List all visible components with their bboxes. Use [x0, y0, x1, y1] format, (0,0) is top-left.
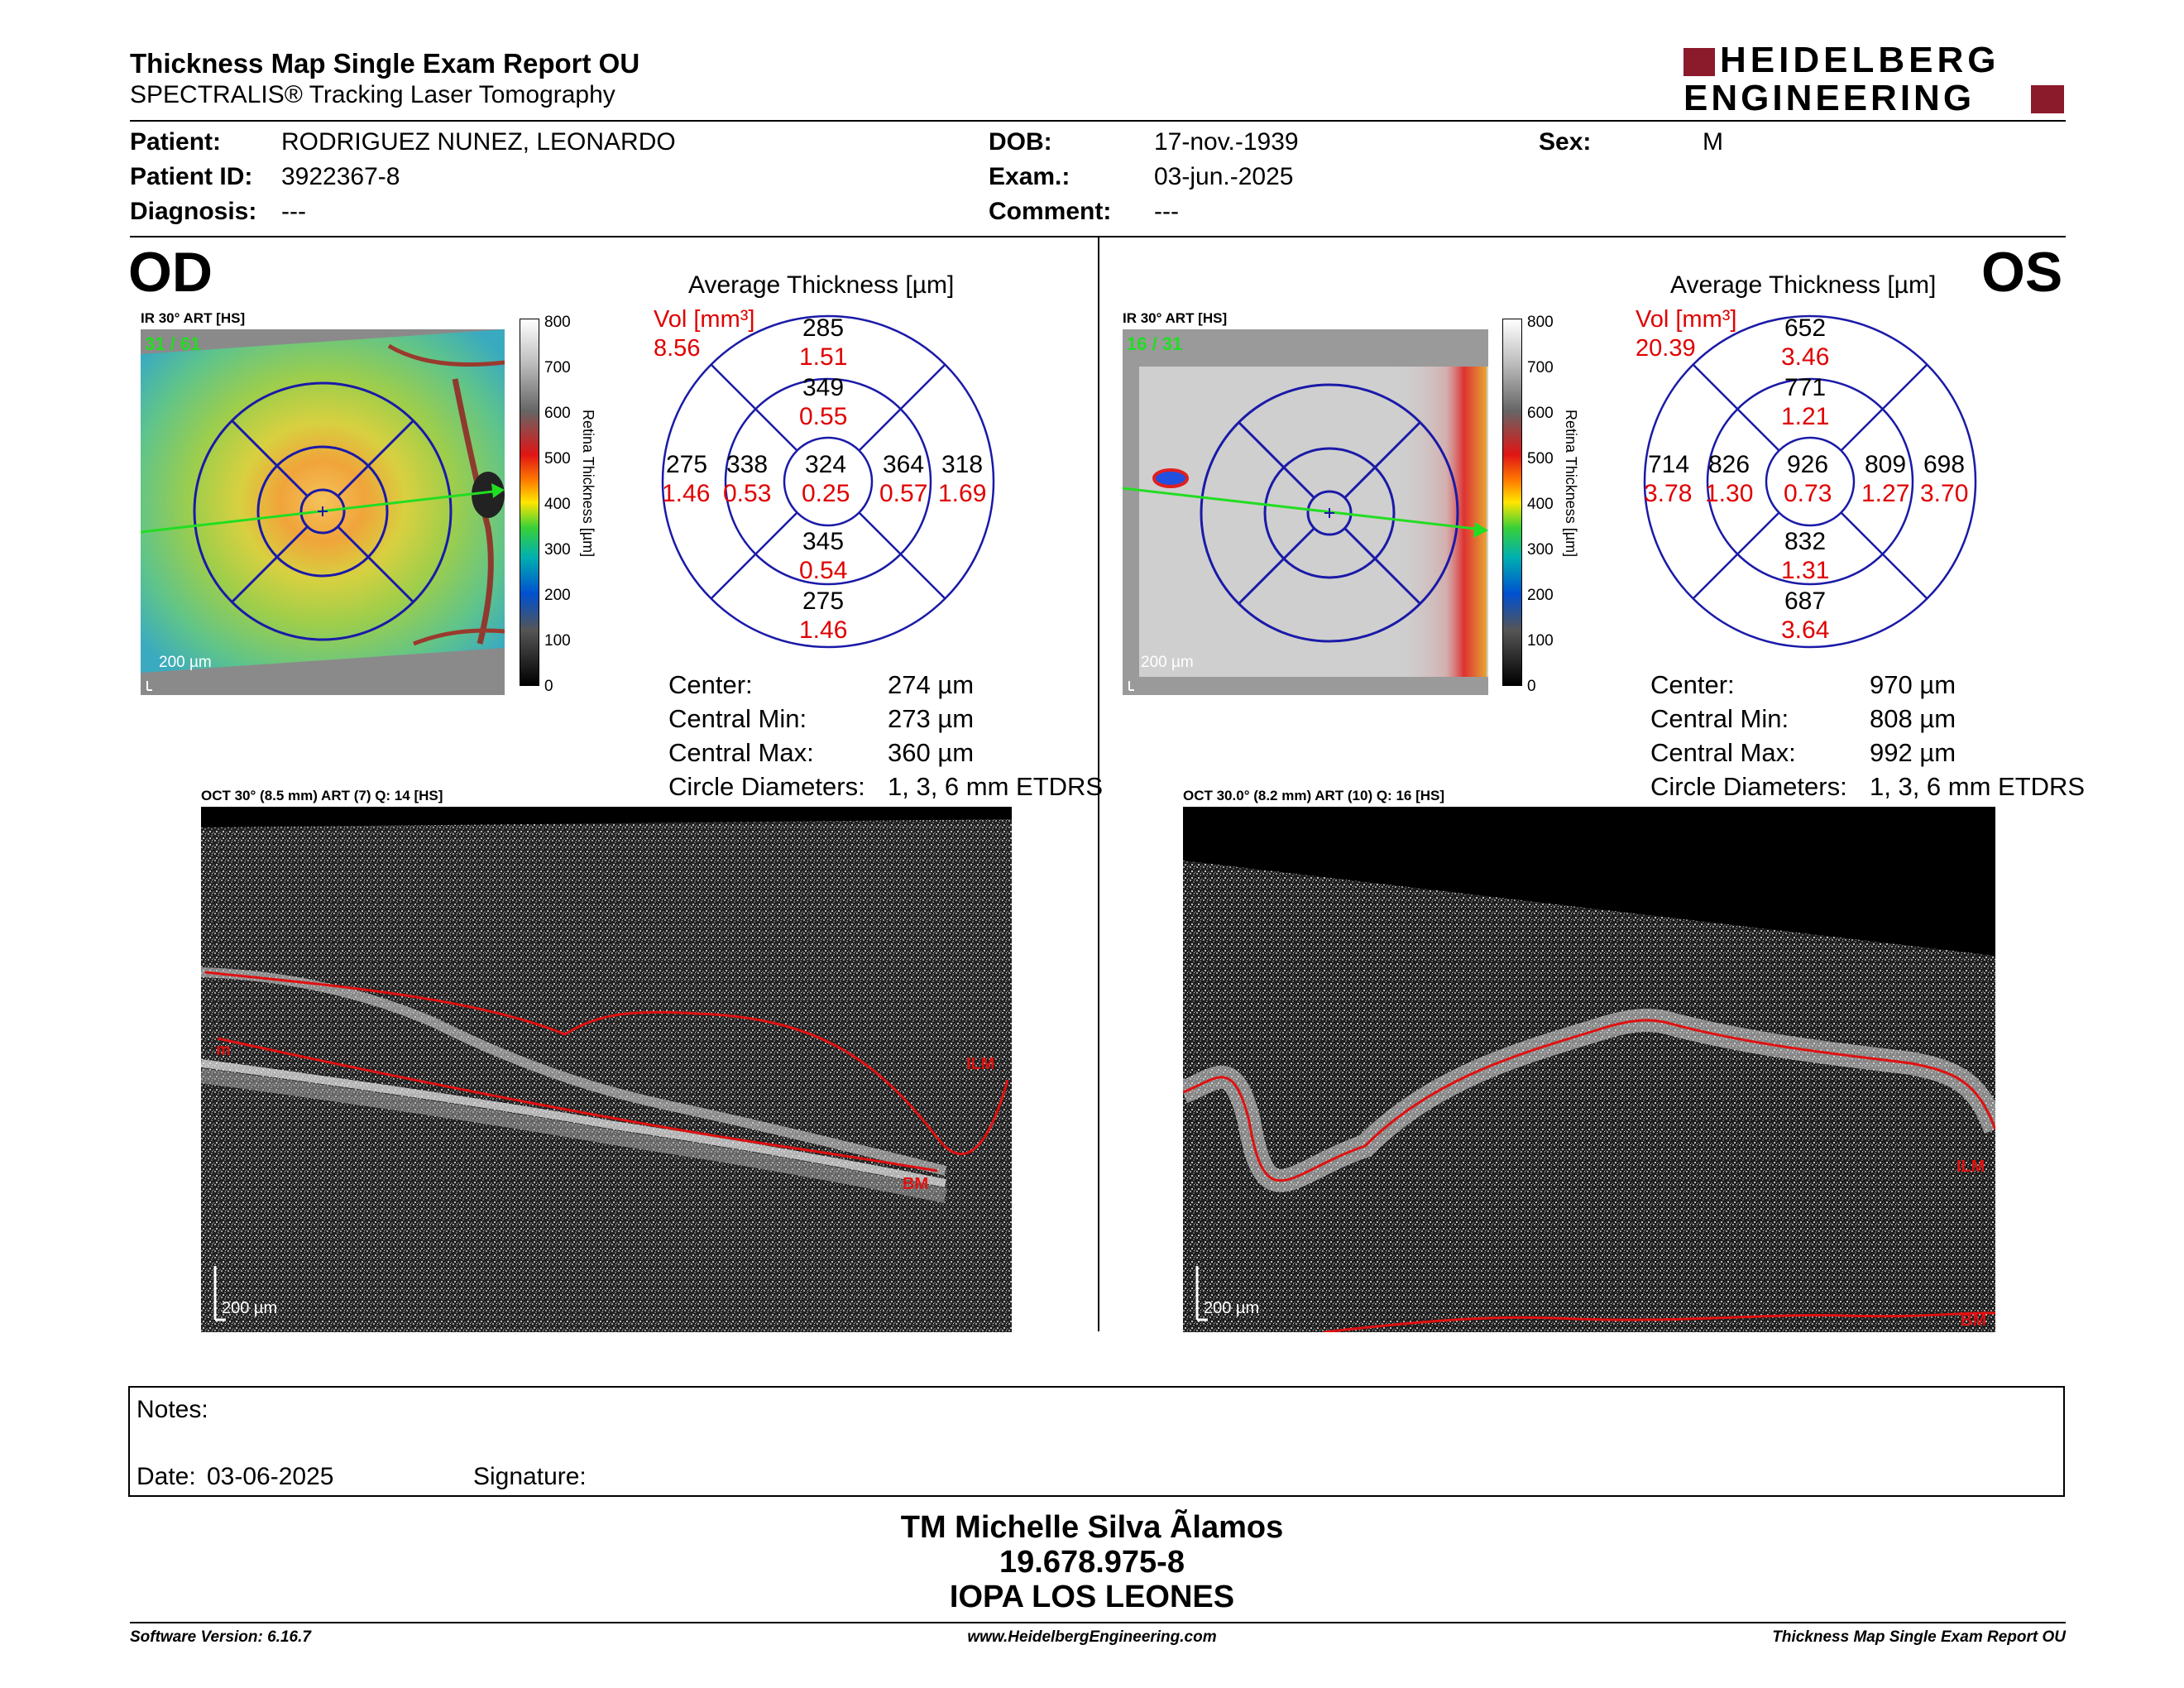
footer-report-name: Thickness Map Single Exam Report OU: [1772, 1628, 2066, 1646]
od-outer-sup-vol: 1.51: [799, 343, 848, 371]
os-outer-temp-vol: 3.78: [1644, 480, 1693, 507]
od-vol-label: Vol [mm³]: [654, 306, 755, 333]
od-inner-temp-vol: 0.53: [723, 480, 772, 507]
os-thickness-map-svg: [1123, 329, 1488, 695]
logo-text-heidelberg: HEIDELBERG: [1720, 40, 2000, 80]
os-vol-value: 20.39: [1636, 335, 1696, 362]
date-label: Date:: [136, 1463, 196, 1490]
od-ilm-label: ILM: [966, 1055, 995, 1073]
os-avg-title: Average Thickness [µm]: [1670, 271, 1937, 299]
os-cmax-value: 992 µm: [1870, 738, 1956, 767]
os-diam-label: Circle Diameters:: [1650, 772, 1847, 801]
od-oct-title: OCT 30° (8.5 mm) ART (7) Q: 14 [HS]: [201, 788, 443, 803]
od-tick-0: 0: [544, 678, 553, 695]
od-outer-sup: 285: [802, 314, 845, 342]
od-outer-temp: 275: [666, 451, 708, 478]
od-outer-nas: 318: [941, 451, 984, 478]
od-tick-700: 700: [544, 359, 571, 376]
os-inner-nas: 809: [1865, 451, 1907, 478]
os-tick-600: 600: [1527, 405, 1554, 422]
os-etdrs-chart: [1627, 269, 1991, 650]
os-eye-label: OS: [1981, 241, 2063, 304]
notes-box: [128, 1386, 2065, 1497]
os-outer-inf: 687: [1784, 587, 1827, 615]
od-center-label: Center:: [668, 670, 753, 699]
os-oct-scan: [1183, 807, 1995, 1332]
os-ilm-label: ILM: [1956, 1158, 1985, 1176]
heidelberg-logo: [1684, 40, 2064, 118]
od-tick-400: 400: [544, 496, 571, 513]
signature-label: Signature:: [473, 1463, 587, 1490]
os-tick-300: 300: [1527, 541, 1554, 559]
od-thickness-map-svg: [141, 329, 505, 695]
od-inner-nas: 364: [883, 451, 925, 478]
comment-label: Comment:: [989, 198, 1112, 225]
logo-square-bottom: [2031, 85, 2064, 113]
os-oct-title: OCT 30.0° (8.2 mm) ART (10) Q: 16 [HS]: [1183, 788, 1445, 803]
os-center-value: 970 µm: [1870, 670, 1956, 699]
os-inner-inf-vol: 1.31: [1781, 557, 1830, 584]
od-diam-value: 1, 3, 6 mm ETDRS: [888, 772, 1104, 801]
os-tick-400: 400: [1527, 496, 1554, 513]
notes-label: Notes:: [136, 1396, 208, 1423]
os-center: 926: [1787, 451, 1829, 478]
od-center: 324: [805, 451, 847, 478]
os-inner-temp: 826: [1708, 451, 1751, 478]
os-vol-label: Vol [mm³]: [1636, 306, 1737, 333]
od-tick-100: 100: [544, 632, 571, 650]
sex-label: Sex:: [1539, 128, 1592, 156]
od-tick-600: 600: [544, 405, 571, 422]
os-outer-sup-vol: 3.46: [1781, 343, 1830, 371]
os-colorbar: [1494, 314, 1579, 695]
od-center-value: 274 µm: [888, 670, 975, 699]
os-tick-200: 200: [1527, 587, 1554, 604]
od-thickness-map: [141, 329, 505, 695]
os-outer-temp: 714: [1648, 451, 1690, 478]
od-center-vol: 0.25: [802, 480, 850, 507]
os-inner-sup: 771: [1784, 374, 1827, 401]
report-title: Thickness Map Single Exam Report OU: [130, 48, 640, 79]
od-tick-300: 300: [544, 541, 571, 559]
od-etdrs-chart: [645, 269, 1009, 650]
exam-label: Exam.:: [989, 163, 1070, 190]
od-tick-500: 500: [544, 450, 571, 468]
dob-value: 17-nov.-1939: [1154, 128, 1299, 156]
os-oct-scan-svg: [1183, 807, 1995, 1332]
od-cmin-label: Central Min:: [668, 704, 807, 733]
os-tick-500: 500: [1527, 450, 1554, 468]
os-tick-800: 800: [1527, 314, 1554, 331]
od-colorbar-label: Retina Thickness [µm]: [580, 410, 596, 558]
signer-institution: IOPA LOS LEONES: [949, 1580, 1235, 1614]
date-value: 03-06-2025: [207, 1463, 334, 1490]
od-inner-inf: 345: [802, 528, 845, 555]
od-colorbar-scale: [520, 319, 539, 686]
diagnosis-label: Diagnosis:: [130, 198, 257, 225]
od-bm-label: BM: [903, 1175, 929, 1193]
patient-id-label: Patient ID:: [130, 163, 253, 190]
od-cmax-value: 360 µm: [888, 738, 975, 767]
os-thickness-map: [1123, 329, 1488, 695]
header-rule: [130, 120, 2066, 122]
od-cmax-label: Central Max:: [668, 738, 814, 767]
patient-name: RODRIGUEZ NUNEZ, LEONARDO: [281, 128, 676, 156]
os-cmin-label: Central Min:: [1650, 704, 1789, 733]
od-oct-scale-label: 200 µm: [222, 1299, 278, 1317]
sex-value: M: [1703, 128, 1723, 156]
signer-name: TM Michelle Silva Ãlamos: [900, 1510, 1284, 1545]
od-tick-200: 200: [544, 587, 571, 604]
os-center-label: Center:: [1650, 670, 1735, 699]
os-outer-nas-vol: 3.70: [1920, 480, 1969, 507]
os-inner-nas-vol: 1.27: [1861, 480, 1910, 507]
logo-text-engineering: ENGINEERING: [1684, 78, 1976, 118]
od-outer-nas-vol: 1.69: [938, 480, 987, 507]
os-inner-sup-vol: 1.21: [1781, 403, 1830, 430]
os-outer-sup: 652: [1784, 314, 1827, 342]
od-outer-inf: 275: [802, 587, 845, 615]
os-outer-nas: 698: [1923, 451, 1966, 478]
od-cmin-value: 273 µm: [888, 704, 975, 733]
od-frame-count: 31 / 61: [145, 333, 201, 354]
os-tick-700: 700: [1527, 359, 1554, 376]
os-bm-label: BM: [1961, 1312, 1987, 1330]
signer-rut: 19.678.975-8: [999, 1545, 1185, 1580]
os-oct-scale-label: 200 µm: [1204, 1299, 1260, 1317]
od-inner-inf-vol: 0.54: [799, 557, 848, 584]
od-tick-800: 800: [544, 314, 571, 331]
od-vol-value: 8.56: [654, 335, 701, 362]
od-diam-label: Circle Diameters:: [668, 772, 865, 801]
os-ir-title: IR 30° ART [HS]: [1123, 310, 1228, 326]
exam-value: 03-jun.-2025: [1154, 163, 1294, 190]
od-m-label: m: [216, 1041, 231, 1059]
od-inner-sup: 349: [802, 374, 845, 401]
footer-rule: [130, 1622, 2066, 1623]
patient-id: 3922367-8: [281, 163, 400, 190]
os-cmax-label: Central Max:: [1650, 738, 1796, 767]
od-outer-inf-vol: 1.46: [799, 616, 848, 644]
od-oct-scan-svg: [201, 807, 1012, 1332]
od-eye-label: OD: [128, 241, 213, 304]
od-ir-title: IR 30° ART [HS]: [141, 310, 246, 326]
os-outer-inf-vol: 3.64: [1781, 616, 1830, 644]
od-colorbar: [511, 314, 596, 695]
od-outer-temp-vol: 1.46: [662, 480, 711, 507]
od-scale-label: 200 µm: [159, 654, 212, 671]
od-inner-sup-vol: 0.55: [799, 403, 848, 430]
diagnosis-value: ---: [281, 198, 306, 225]
dob-label: DOB:: [989, 128, 1052, 156]
os-scale-label: 200 µm: [1141, 654, 1194, 671]
od-avg-title: Average Thickness [µm]: [688, 271, 955, 299]
os-diam-value: 1, 3, 6 mm ETDRS: [1870, 772, 2086, 801]
software-version: Software Version: 6.16.7: [130, 1628, 311, 1646]
od-oct-scan: [201, 807, 1012, 1332]
os-tick-0: 0: [1527, 678, 1536, 695]
patient-label: Patient:: [130, 128, 222, 156]
od-inner-nas-vol: 0.57: [879, 480, 928, 507]
os-tick-100: 100: [1527, 632, 1554, 650]
os-inner-inf: 832: [1784, 528, 1827, 555]
os-inner-temp-vol: 1.30: [1705, 480, 1754, 507]
logo-square-top: [1684, 48, 1715, 76]
os-frame-count: 16 / 31: [1127, 333, 1183, 354]
os-colorbar-label: Retina Thickness [µm]: [1563, 410, 1579, 558]
os-colorbar-scale: [1502, 319, 1522, 686]
website-link[interactable]: www.HeidelbergEngineering.com: [967, 1628, 1217, 1646]
comment-value: ---: [1154, 198, 1179, 225]
os-cmin-value: 808 µm: [1870, 704, 1956, 733]
os-center-vol: 0.73: [1784, 480, 1832, 507]
report-subtitle: SPECTRALIS® Tracking Laser Tomography: [130, 81, 615, 108]
od-inner-temp: 338: [726, 451, 769, 478]
